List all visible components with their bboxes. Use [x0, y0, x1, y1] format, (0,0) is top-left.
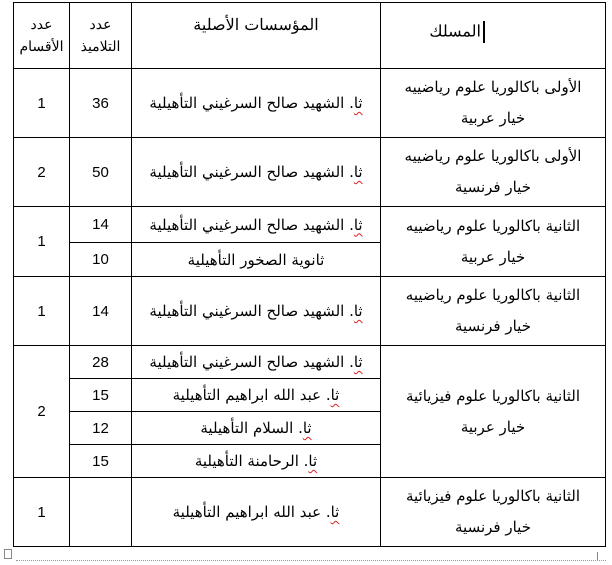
cell-end-marker: [597, 552, 604, 560]
track-cell: [381, 346, 606, 478]
track-line2: خيار عربية: [460, 417, 526, 436]
track-line1: الثانية باكالوريا علوم فيزيائية: [405, 487, 581, 505]
track-line1: الأولى باكالوريا علوم رياضييه: [404, 78, 582, 96]
institution-cell: [132, 346, 381, 379]
header-sections: [14, 3, 70, 69]
header-sections-line2: الأقسام: [19, 38, 64, 55]
header-institutions: المؤسسات الأصلية: [132, 3, 381, 69]
institution-cell: [132, 138, 381, 207]
header-track[interactable]: [381, 3, 606, 69]
track-line1: الثانية باكالوريا علوم فيزيائية: [405, 386, 581, 405]
institution-prefix: ثا: [330, 503, 340, 521]
page-edge-line: [16, 560, 606, 565]
institution-cell: [132, 379, 381, 412]
track-line2: خيار عربية: [460, 109, 526, 127]
schools-table: [13, 2, 606, 547]
institution-prefix: ثا: [308, 452, 318, 470]
students-cell: 15: [70, 445, 132, 478]
track-line1: الأولى باكالوريا علوم رياضييه: [404, 147, 582, 165]
track-cell: [381, 478, 606, 547]
institution-name: ثانوية الصخور التأهيلية: [187, 250, 325, 269]
sections-cell: 1: [14, 69, 70, 138]
institution-cell: [132, 243, 381, 277]
institution-prefix: ثا: [330, 386, 340, 404]
table-row: [14, 277, 606, 346]
table-row: [14, 346, 606, 379]
sections-cell: 2: [14, 138, 70, 207]
header-students: [70, 3, 132, 69]
track-line2: خيار عربية: [460, 247, 526, 266]
header-sections-line1: عدد: [30, 16, 53, 33]
institution-name: . السلام التأهيلية: [200, 419, 303, 437]
table-row: [14, 138, 606, 207]
students-cell: 14: [70, 207, 132, 243]
track-line2: خيار فرنسية: [455, 518, 531, 536]
institution-name: . الشهيد صالح السرغيني التأهيلية: [149, 94, 354, 112]
track-line2: خيار فرنسية: [455, 317, 531, 335]
institution-prefix: ثا: [353, 353, 363, 371]
institution-cell: [132, 412, 381, 445]
institution-prefix: ثا: [353, 302, 363, 320]
institution-name: . الشهيد صالح السرغيني التأهيلية: [149, 163, 354, 181]
table-header-row: [14, 3, 606, 69]
students-cell: 36: [70, 69, 132, 138]
students-cell: 14: [70, 277, 132, 346]
sections-cell: 1: [14, 478, 70, 547]
students-cell: [70, 478, 132, 547]
institution-name: . الشهيد صالح السرغيني التأهيلية: [149, 353, 354, 371]
institution-cell: [132, 478, 381, 547]
students-cell: 12: [70, 412, 132, 445]
institution-cell: [132, 445, 381, 478]
sections-cell: 2: [14, 346, 70, 478]
institution-cell: [132, 207, 381, 243]
students-cell: 10: [70, 243, 132, 277]
institution-name: . عبد الله ابراهيم التأهيلية: [172, 503, 331, 521]
header-students-line1: عدد: [89, 16, 112, 33]
sections-cell: 1: [14, 207, 70, 277]
institution-name: . عبد الله ابراهيم التأهيلية: [172, 386, 331, 404]
students-cell: 28: [70, 346, 132, 379]
track-cell: [381, 207, 606, 277]
track-cell: [381, 277, 606, 346]
institution-prefix: ثا: [353, 215, 363, 234]
institution-name: . الشهيد صالح السرغيني التأهيلية: [149, 215, 354, 234]
sections-cell: 1: [14, 277, 70, 346]
students-cell: 50: [70, 138, 132, 207]
table-row: [14, 69, 606, 138]
text-cursor: [483, 21, 485, 43]
paragraph-mark-icon: [4, 549, 12, 559]
institution-name: . الشهيد صالح السرغيني التأهيلية: [149, 302, 354, 320]
institution-cell: [132, 277, 381, 346]
header-students-line2: التلاميذ: [80, 38, 121, 55]
track-line2: خيار فرنسية: [455, 178, 531, 196]
track-cell: [381, 69, 606, 138]
students-cell: 15: [70, 379, 132, 412]
table-row: [14, 207, 606, 243]
institution-prefix: ثا: [302, 419, 312, 437]
institution-prefix: ثا: [353, 163, 363, 181]
track-line1: الثانية باكالوريا علوم رياضييه: [405, 286, 581, 304]
table-row: [14, 478, 606, 547]
track-line1: الثانية باكالوريا علوم رياضييه: [405, 216, 581, 235]
institution-prefix: ثا: [353, 94, 363, 112]
track-cell: [381, 138, 606, 207]
header-track-label: المسلك: [429, 21, 481, 41]
institution-cell: [132, 69, 381, 138]
institution-name: . الرحامنة التأهيلية: [194, 452, 309, 470]
